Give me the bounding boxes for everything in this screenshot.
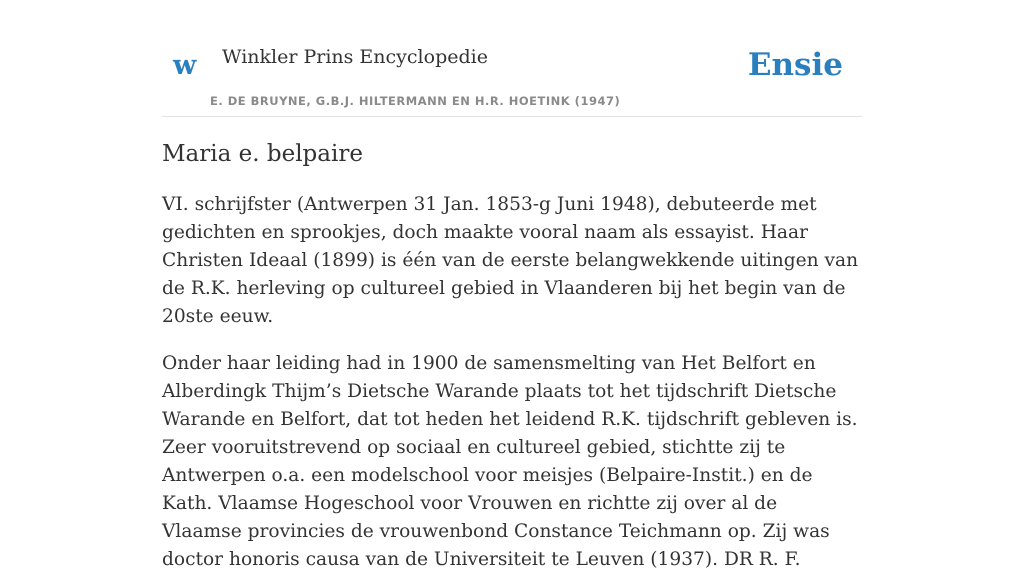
publication-title[interactable]: Winkler Prins Encyclopedie xyxy=(222,46,488,68)
publication-authors: E. DE BRUYNE, G.B.J. HILTERMANN EN H.R. HOETINK (1947) xyxy=(210,94,621,108)
entry-title: Maria e. belpaire xyxy=(162,141,363,167)
winkler-prins-logo[interactable]: w xyxy=(173,50,197,81)
page-container xyxy=(162,0,862,574)
site-header xyxy=(162,0,862,117)
ensie-brand-logo[interactable]: Ensie xyxy=(747,47,843,83)
article-paragraph-1: VI. schrijfster (Antwerpen 31 Jan. 1853-g Juni 1948), debuteerde met gedichten en sprookjes, doch maakte vooral naam als essayist. Haar Christen Ideaal (1899) is één van de eerste belangwekkende uitingen van de R.K. herleving op cultureel gebied in Vlaanderen bij het begin van de 20ste eeuw. xyxy=(162,193,859,327)
article-paragraph-2: Onder haar leiding had in 1900 de samensmelting van Het Belfort en Alberdingk Thijm’s Dietsche Warande plaats tot het tijdschrift Dietsche Warande en Belfort, dat tot heden het leidend R.K. tijdschrift gebleven is. Zeer vooruitstrevend op sociaal en cultureel gebied, stichtte zij te Antwerpen o.a. een modelschool voor meisjes (Belpaire-Instit.) en de Kath. Vlaamse Hogeschool voor Vrouwen en richtte zij over al de Vlaamse provincies de vrouwenbond Constance Teichmann op. Zij was doctor honoris causa van de Universiteit te Leuven (1937). DR R. F. xyxy=(162,352,858,570)
